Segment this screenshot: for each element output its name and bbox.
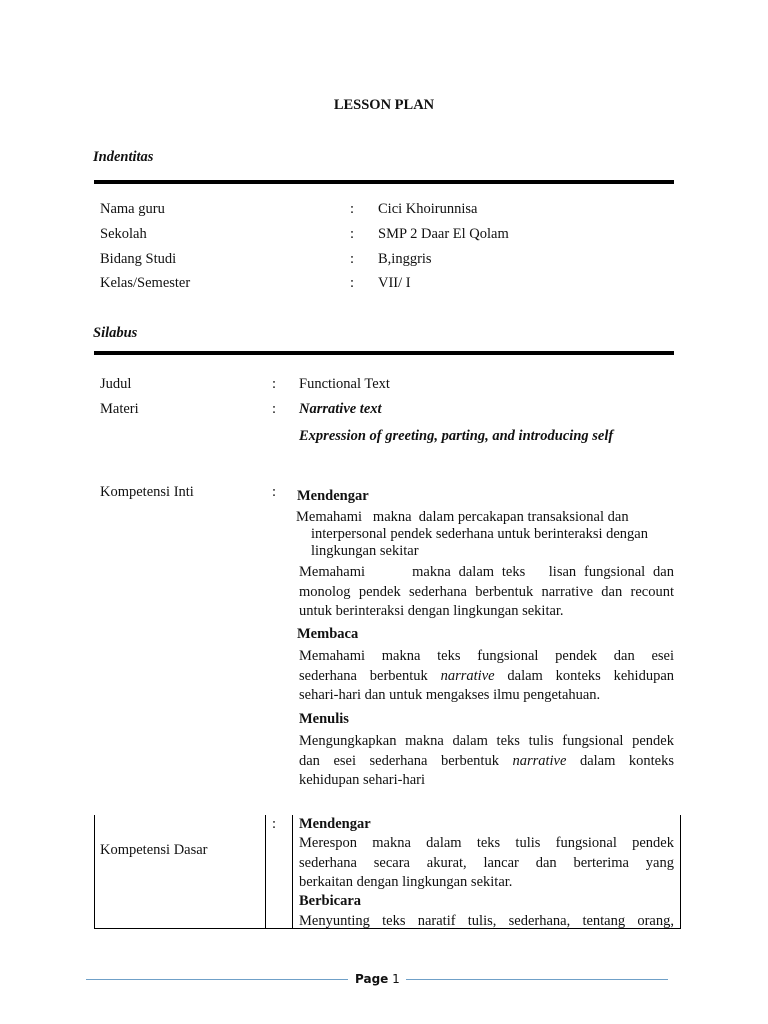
membaca-paragraph [299, 647, 674, 706]
text-line: Menyunting teks naratif tulis, sederhana, tentang orang, [299, 913, 674, 928]
menulis-heading: Menulis [299, 711, 349, 727]
judul-label: Judul [100, 376, 132, 392]
identity-label: Nama guru [100, 201, 165, 217]
identity-label: Kelas/Semester [100, 275, 191, 291]
table-border-right [680, 815, 681, 929]
text-line: interpersonal pendek sederhana untuk berinteraksi dengan [311, 526, 648, 542]
kd-mendengar-paragraph [299, 834, 674, 893]
table-border [265, 815, 266, 929]
footer-rule-left [86, 979, 348, 980]
italic-term: narrative [512, 752, 567, 769]
membaca-heading: Membaca [297, 626, 359, 642]
text-line: dan esei sederhana berbentuk narrative dalam konteks [299, 752, 674, 769]
identity-label: Sekolah [100, 226, 147, 242]
section-heading-silabus: Silabus [93, 325, 138, 341]
mendengar-heading: Mendengar [297, 488, 369, 504]
text-line: Merespon makna dalam teks tulis fungsional pendek [299, 835, 674, 851]
text-line: Memahami makna teks fungsional pendek dan esei [299, 648, 674, 664]
text-line: kehidupan sehari-hari [299, 772, 426, 788]
identity-value: Cici Khoirunnisa [378, 201, 478, 217]
section-rule [94, 351, 674, 355]
text-line: Mengungkapkan makna dalam teks tulis fungsional pendek [299, 733, 674, 749]
identity-label: Bidang Studi [100, 251, 177, 267]
kompetensi-dasar-colon: : [272, 816, 277, 832]
mendengar-paragraph-2 [299, 563, 674, 622]
kd-berbicara-heading: Berbicara [299, 893, 362, 909]
text-line: sederhana berbentuk narrative dalam konteks kehidupan [299, 667, 674, 684]
section-rule [94, 180, 674, 184]
page-title: LESSON PLAN [333, 97, 435, 113]
identity-colon: : [350, 251, 355, 267]
text-line: sehari-hari dan untuk mengakses ilmu pengetahuan. [299, 687, 601, 703]
page-number-value: 1 [392, 972, 400, 986]
mendengar-paragraph-1 [296, 509, 674, 560]
identity-colon: : [350, 201, 355, 217]
materi-value-2: Expression of greeting, parting, and introducing self [299, 428, 614, 444]
kd-mendengar-heading: Mendengar [299, 816, 371, 832]
table-border [292, 815, 293, 929]
table-border-bottom [94, 928, 681, 929]
table-border-left [94, 815, 95, 929]
identity-value: VII/ I [378, 275, 411, 291]
identity-colon: : [350, 275, 355, 291]
materi-colon: : [272, 401, 277, 417]
identity-value: B,inggris [378, 251, 432, 267]
section-heading-identitas: Indentitas [93, 149, 154, 165]
kompetensi-dasar-label: Kompetensi Dasar [100, 842, 208, 858]
text-line: berkaitan dengan lingkungan sekitar. [299, 874, 513, 890]
identity-value: SMP 2 Daar El Qolam [378, 226, 509, 242]
materi-value: Narrative text [299, 401, 382, 417]
kompetensi-inti-colon: : [272, 484, 277, 500]
text-line: Memahami makna dalam teks lisan fungsional dan [299, 564, 674, 580]
italic-term: narrative [440, 667, 495, 684]
text-line: monolog pendek sederhana berbentuk narrative dan recount [299, 583, 674, 600]
page-label: Page [355, 972, 389, 986]
kompetensi-inti-label: Kompetensi Inti [100, 484, 194, 500]
text-line: sederhana secara akurat, lancar dan berterima yang [299, 854, 674, 871]
page-number [355, 972, 400, 986]
kd-berbicara-paragraph [299, 912, 674, 928]
judul-value: Functional Text [299, 376, 390, 392]
text-line: untuk berinteraksi dengan lingkungan sekitar. [299, 603, 564, 619]
materi-label: Materi [100, 401, 139, 417]
text-line: Memahami makna dalam percakapan transaksional dan [296, 509, 629, 525]
footer-rule-right [406, 979, 668, 980]
judul-colon: : [272, 376, 277, 392]
identity-colon: : [350, 226, 355, 242]
menulis-paragraph [299, 732, 674, 791]
text-line: lingkungan sekitar [311, 543, 419, 559]
